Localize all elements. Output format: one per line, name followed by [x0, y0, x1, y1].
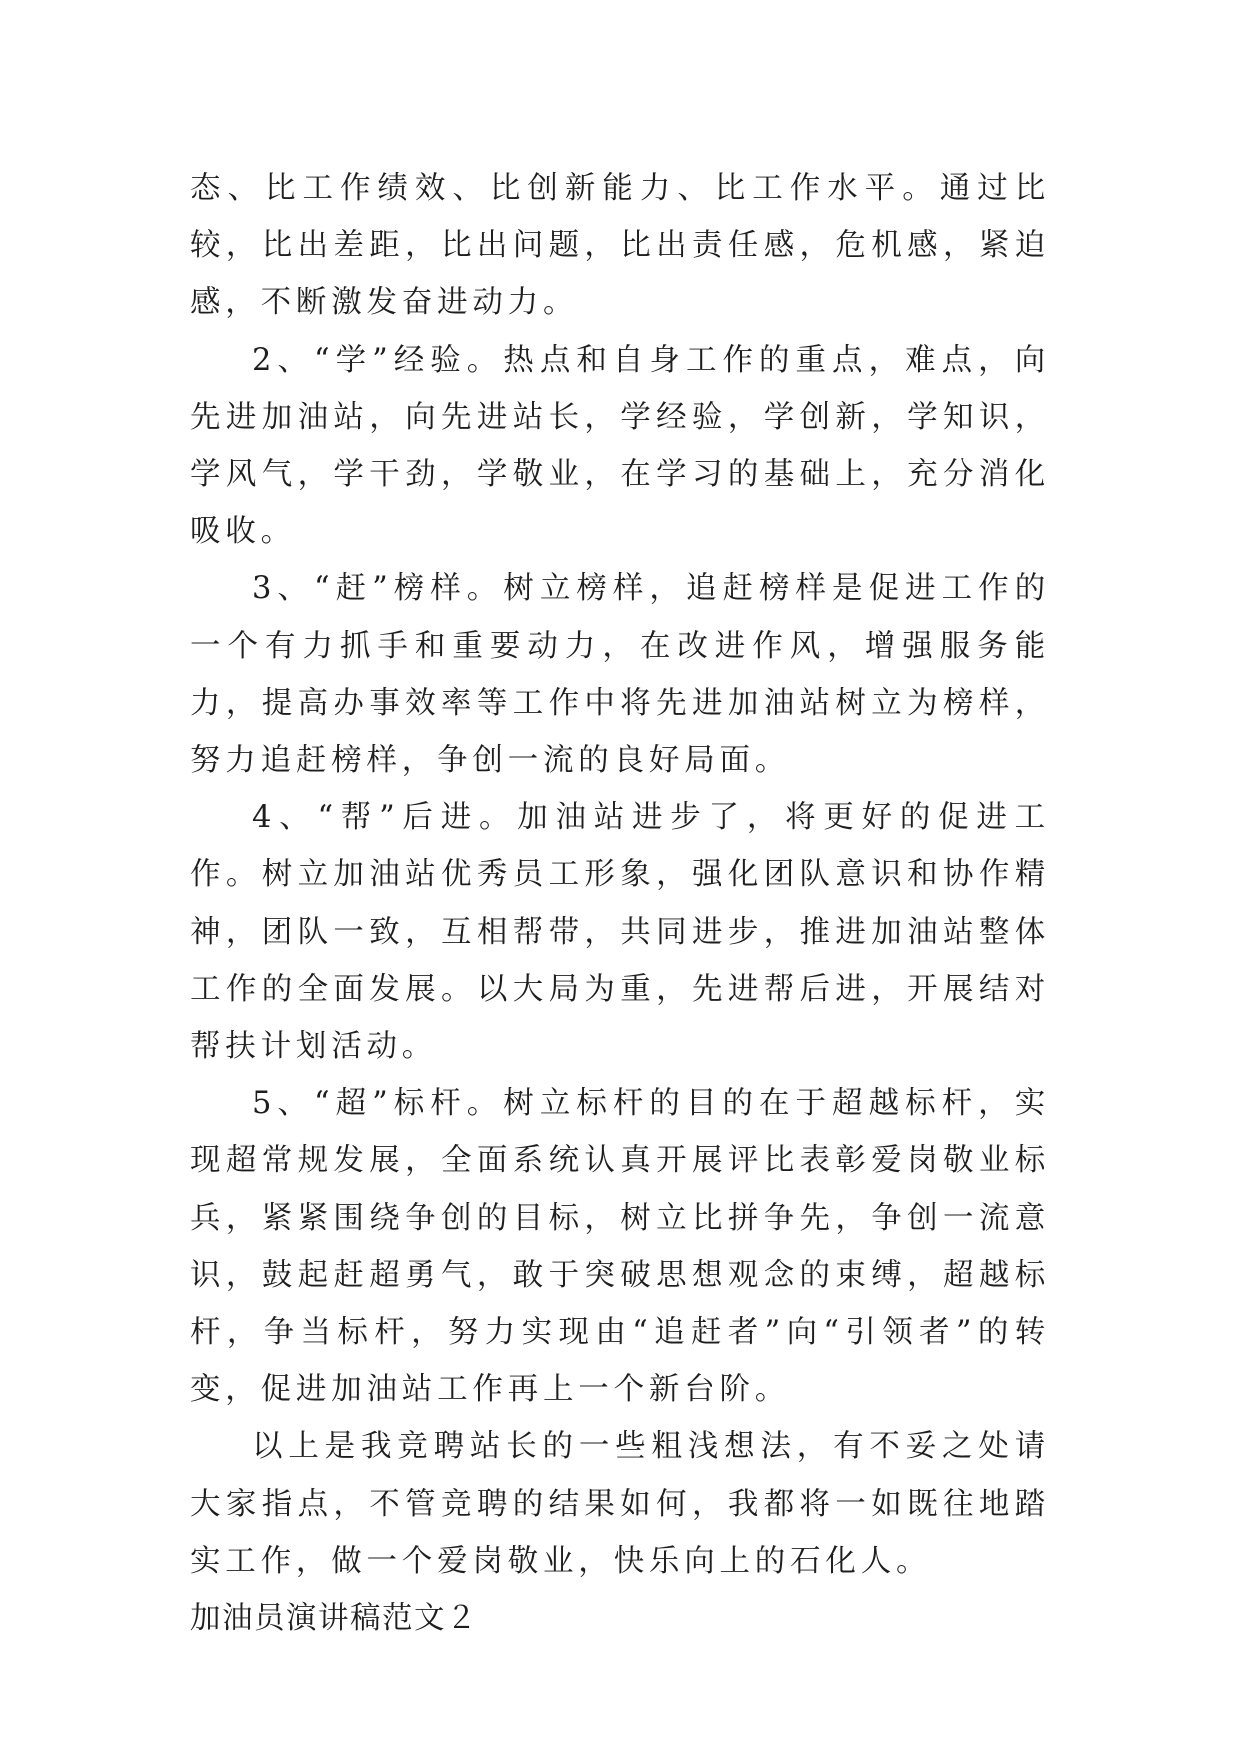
- paragraph-point-2: 2、“学”经验。热点和自身工作的重点，难点，向先进加油站，向先进站长，学经验，学创新，学知识，学风气，学干劲，学敬业，在学习的基础上，充分消化吸收。: [190, 342, 1050, 550]
- paragraph-point-3: 3、“赶”榜样。树立榜样，追赶榜样是促进工作的一个有力抓手和重要动力，在改进作风，增强服务能力，提高办事效率等工作中将先进加油站树立为榜样，努力追赶榜样，争创一流的良好局面。: [190, 571, 1050, 779]
- paragraph-closing: 以上是我竞聘站长的一些粗浅想法，有不妥之处请大家指点，不管竞聘的结果如何，我都将一如既往地踏实工作，做一个爱岗敬业，快乐向上的石化人。: [190, 1429, 1050, 1579]
- paragraph-point-5: 5、“超”标杆。树立标杆的目的在于超越标杆，实现超常规发展，全面系统认真开展评比表彰爱岗敬业标兵，紧紧围绕争创的目标，树立比拼争先，争创一流意识，鼓起赶超勇气，敢于突破思想观念的束缚，超越标杆，争当标杆，努力实现由“追赶者”向“引领者”的转变，促进加油站工作再上一个新台阶。: [190, 1086, 1050, 1408]
- paragraph-point-4: 4、“帮”后进。加油站进步了，将更好的促进工作。树立加油站优秀员工形象，强化团队意识和协作精神，团队一致，互相帮带，共同进步，推进加油站整体工作的全面发展。以大局为重，先进帮后进，开展结对帮扶计划活动。: [190, 800, 1050, 1065]
- paragraph-continuation: 态、比工作绩效、比创新能力、比工作水平。通过比较，比出差距，比出问题，比出责任感，危机感，紧迫感，不断激发奋进动力。: [190, 171, 1050, 321]
- document-body: [190, 160, 1050, 1647]
- section-heading: 加油员演讲稿范文２: [190, 1601, 478, 1637]
